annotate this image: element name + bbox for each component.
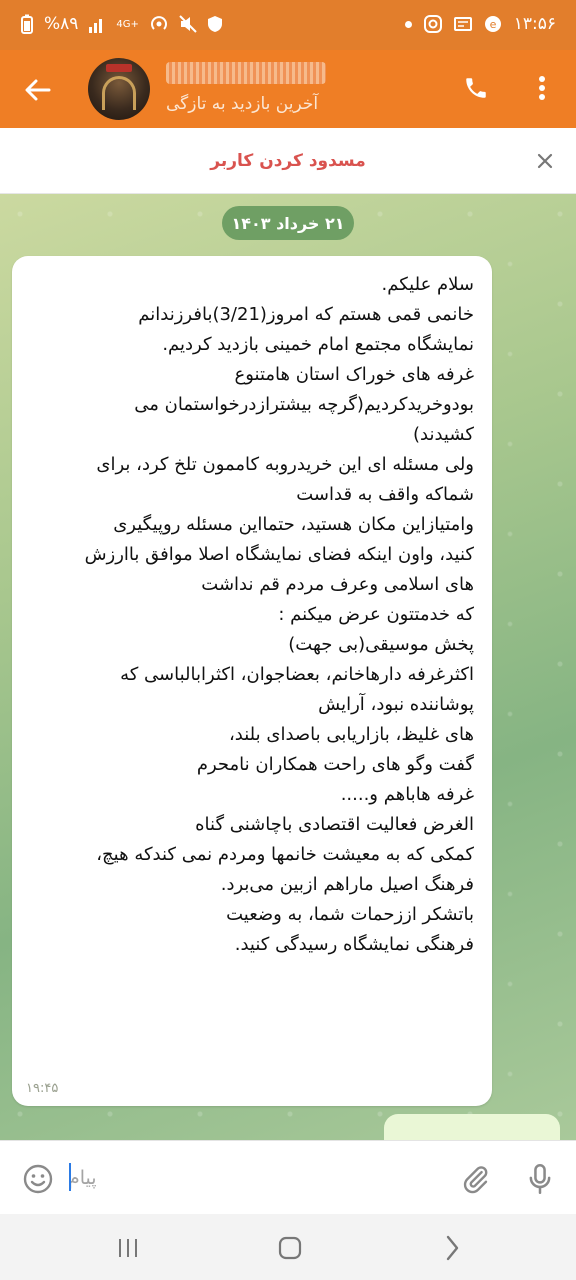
home-button[interactable] xyxy=(268,1228,312,1268)
microphone-icon xyxy=(526,1163,554,1195)
attach-button[interactable] xyxy=(456,1159,496,1199)
news-icon xyxy=(454,14,472,34)
battery-icon xyxy=(20,14,34,34)
message-line: کمکی که به معیشت خانمها ومردم نمی کندکه هیچ، xyxy=(96,844,474,865)
status-time: ۱۳:۵۶ xyxy=(513,14,556,34)
notification-dot-icon xyxy=(405,21,412,28)
close-block-bar-button[interactable] xyxy=(530,146,560,176)
attach-icon xyxy=(461,1164,491,1194)
message-line: غرفه هاباهم و..... xyxy=(340,784,474,805)
message-line: خانمی قمی هستم که امروز(3/21)بافرزندانم xyxy=(138,304,474,325)
message-text xyxy=(26,270,474,960)
app-e-icon xyxy=(484,14,502,34)
text-caret xyxy=(69,1163,71,1191)
message-line: پخش موسیقی(بی جهت) xyxy=(288,634,474,655)
call-button[interactable] xyxy=(458,70,494,106)
last-seen-status: آخرین بازدید به تازگی xyxy=(166,94,319,114)
message-bubble[interactable] xyxy=(12,256,492,1106)
status-right xyxy=(405,14,556,34)
status-left xyxy=(20,14,223,34)
system-back-button[interactable] xyxy=(430,1228,474,1268)
avatar-arch xyxy=(102,76,136,110)
date-separator: ۲۱ خرداد ۱۴۰۳ xyxy=(222,206,354,240)
message-line: ولی مسئله ای این خریدروبه کاممون تلخ کرد، برای xyxy=(96,454,474,475)
message-line: باتشکر اززحمات شما، به وضعیت xyxy=(226,904,474,925)
avatar[interactable] xyxy=(88,58,150,120)
message-line: غرفه های خوراک استان هامتنوع xyxy=(234,364,474,385)
message-line: کنید، واون اینکه فضای نمایشگاه اصلا موافق باارزش xyxy=(84,544,474,565)
message-time: ۱۹:۴۵ xyxy=(26,1081,59,1096)
message-line: شماکه واقف به قداست xyxy=(296,484,474,505)
message-line: وامتیازاین مکان هستید، حتمااین مسئله روپیگیری xyxy=(113,514,474,535)
more-vertical-icon xyxy=(538,75,546,101)
signal-icon xyxy=(88,14,106,34)
message-line: فرهنگ اصیل ماراهم ازبین می‌برد. xyxy=(220,874,474,895)
network-type: 4G+ xyxy=(116,18,139,30)
message-line: پوشاننده نبود، آرایش xyxy=(318,694,474,715)
mute-icon xyxy=(179,14,197,34)
message-line: های غلیظ، بازاریابی باصدای بلند، xyxy=(228,724,474,745)
chat-header xyxy=(0,50,576,128)
avatar-banner xyxy=(106,64,132,72)
message-line: گفت وگو های راحت همکاران نامحرم xyxy=(196,754,474,775)
chat-area[interactable] xyxy=(0,194,576,1140)
message-line: کشیدند) xyxy=(413,424,474,445)
message-line: نمایشگاه مجتمع امام خمینی بازدید کردیم. xyxy=(162,334,474,355)
hotspot-icon xyxy=(149,14,169,34)
system-nav-bar xyxy=(0,1214,576,1280)
close-icon xyxy=(537,153,553,169)
instagram-icon xyxy=(424,14,442,34)
block-user-button[interactable]: مسدود کردن کاربر xyxy=(210,151,366,171)
message-line: الغرض فعالیت اقتصادی باچاشنی گناه xyxy=(195,814,474,835)
back-button[interactable] xyxy=(18,70,58,110)
message-line: بودوخریدکردیم(گرچه بیشترازدرخواستمان می xyxy=(134,394,474,415)
message-input-bar xyxy=(0,1140,576,1214)
message-line: های اسلامی وعرف مردم قم نداشت xyxy=(201,574,474,595)
voice-button[interactable] xyxy=(520,1159,560,1199)
emoji-button[interactable] xyxy=(18,1159,58,1199)
message-line: فرهنگی نمایشگاه رسیدگی کنید. xyxy=(234,934,474,955)
message-input[interactable] xyxy=(68,1157,438,1199)
status-bar xyxy=(0,0,576,50)
back-icon xyxy=(444,1235,460,1261)
recent-apps-icon xyxy=(116,1237,140,1259)
emoji-icon xyxy=(22,1163,54,1195)
back-arrow-icon xyxy=(25,79,51,101)
shield-icon xyxy=(207,14,223,34)
svg-text:e: e xyxy=(489,18,497,31)
block-user-bar xyxy=(0,128,576,194)
next-message-bubble[interactable] xyxy=(384,1114,560,1140)
contact-name-redacted[interactable] xyxy=(166,62,326,84)
message-line: سلام علیکم. xyxy=(381,274,474,295)
more-options-button[interactable] xyxy=(526,70,558,106)
phone-icon xyxy=(463,75,489,101)
battery-percent: %۸۹ xyxy=(44,14,79,34)
message-line: که خدمتتون عرض میکنم : xyxy=(278,604,474,625)
home-icon xyxy=(278,1236,302,1260)
recent-apps-button[interactable] xyxy=(106,1228,150,1268)
message-line: اکثرغرفه دارهاخانم، بعضاجوان، اکثرابالباسی که xyxy=(120,664,474,685)
